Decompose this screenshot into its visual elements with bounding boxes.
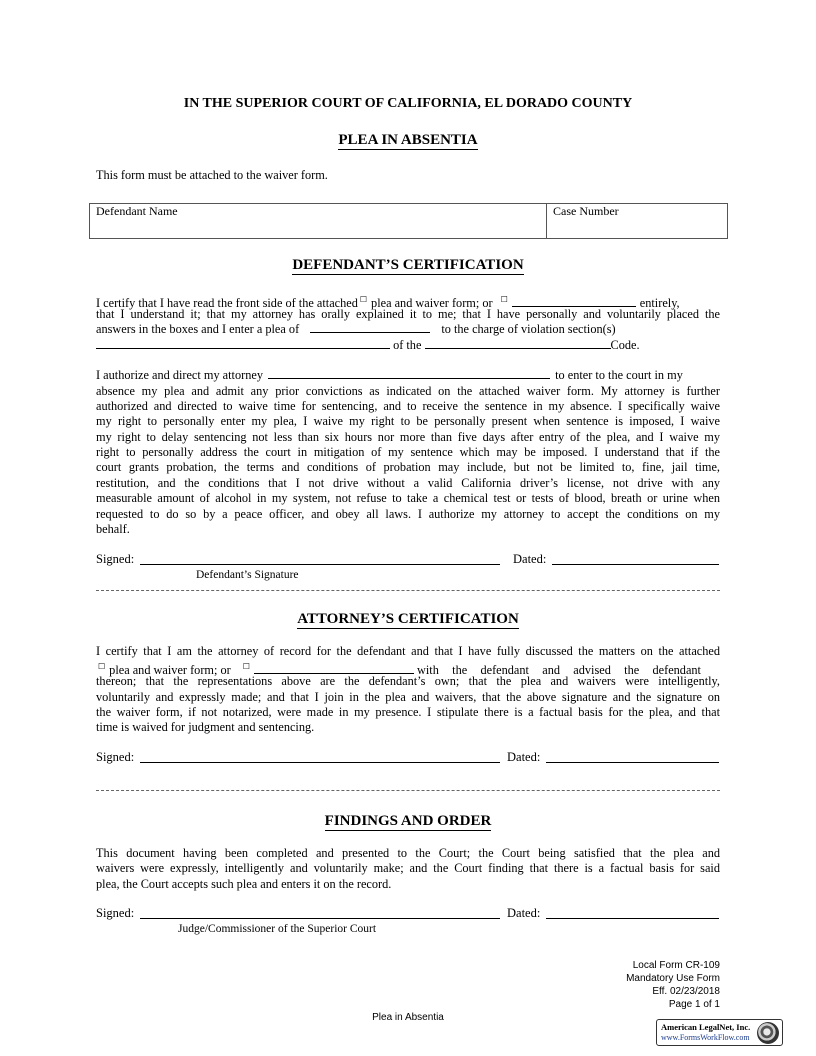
authorize-line-last: behalf. [96,522,130,536]
authorize-line: my right to personally enter my plea, I waive my right to be personally present when sentence is imposed, I waive [96,414,720,428]
authorize-line: right to personally address the court in mitigation of my sentence which may be imposed. I understand that if the [96,445,720,459]
violation-section-blank[interactable] [96,338,390,349]
document-name: Plea in Absentia [372,1012,444,1023]
defendant-signature-caption: Defendant’s Signature [196,569,299,581]
signed-label: Signed: [96,906,135,920]
authorize-line: measurable amount of alcohol in my system, not refuse to take a chemical test or tests of blood, breath or urine when [96,491,720,505]
globe-seal-icon [757,1022,779,1044]
attorney-signature-row [96,750,720,766]
publisher-logo [656,1019,783,1046]
attorney-cert-line-2: ☐ plea and waiver form; or ☐ with the defendant and advised the defendant [98,662,701,678]
attorney-name-blank[interactable] [268,368,550,379]
attorney-cert-line-last: time is waived for judgment and sentencing. [96,720,315,734]
checkbox-icon[interactable]: ☐ [98,662,106,671]
attorney-signature-line[interactable] [140,762,500,763]
code-name-blank[interactable] [425,338,611,349]
dated-label: Dated: [507,906,541,920]
defendant-cert-line-1: I certify that I have read the front side of the attached ☐ plea and waiver form; or ☐ entirely, [96,295,680,311]
case-number-field[interactable] [547,204,727,238]
authorize-line: authorized and directed to waive time for sentencing, and to receive the sentence in my absence. I specifically waive [96,399,720,413]
mandatory-note: Mandatory Use Form [626,973,720,984]
defendant-cert-line-2: that I understand it; that my attorney has orally explained it to me; that I have personally and voluntarily placed the [96,307,720,321]
attorney-cert-line-1: I certify that I am the attorney of record for the defendant and that I have fully discussed the matters on the attached [96,644,720,658]
authorize-line: requested to do so by a peace officer, and obey all laws. I authorize my attorney to accept the conditions on my [96,507,720,521]
judge-date-line[interactable] [546,918,719,919]
form-number: Local Form CR-109 [632,960,720,971]
court-name: IN THE SUPERIOR COURT OF CALIFORNIA, EL DORADO COUNTY [183,96,633,111]
checkbox-icon[interactable]: ☐ [242,662,250,671]
signed-label: Signed: [96,552,135,566]
attorney-form-blank[interactable] [254,663,414,674]
logo-url: www.FormsWorkFlow.com [661,1033,750,1042]
section-divider [96,790,720,791]
findings-line: This document having been completed and presented to the Court; the Court being satisfied that the plea and [96,846,720,860]
effective-date: Eff. 02/23/2018 [652,986,720,997]
authorize-line: absence my plea and admit any prior convictions as indicated on the attached waiver form. My attorney is further [96,384,720,398]
findings-line-last: plea, the Court accepts such plea and enters it on the record. [96,877,392,891]
authorize-line: restitution, and the conditions that I not drive without a valid California driver’s license, not drive with any [96,476,720,490]
authorize-line: my right to delay sentencing not less than six hours nor more than five days after entry of the plea, and I waive my [96,430,720,444]
defendant-name-field[interactable] [90,204,547,238]
signed-label: Signed: [96,750,135,764]
page-number: Page 1 of 1 [668,999,720,1010]
attorney-date-line[interactable] [546,762,719,763]
attach-note: This form must be attached to the waiver form. [96,168,328,182]
defendant-cert-line-3: answers in the boxes and I enter a plea of to the charge of violation section(s) [96,322,616,336]
judge-signature-row [96,906,720,922]
page-title: PLEA IN ABSENTIA [338,132,478,148]
authorize-line: court grants probation, the terms and conditions of probation may include, but not be limited to, fine, jail time, [96,460,720,474]
attorney-cert-heading: ATTORNEY’S CERTIFICATION [297,611,519,627]
findings-heading: FINDINGS AND ORDER [324,813,492,829]
checkbox-icon[interactable]: ☐ [359,295,368,304]
findings-line: waivers were expressly, intelligently and voluntarily make; and the Court finding that there is a factual basis for said [96,861,720,875]
defendant-name-label: Defendant Name [96,204,178,218]
authorize-line-1: I authorize and direct my attorney to enter to the court in my [96,368,683,382]
logo-name: American LegalNet, Inc. [661,1022,751,1032]
attorney-cert-line: voluntarily and expressly made; and that I join in the plea and waivers, that the above signature and the signature on [96,690,720,704]
defendant-signature-row [96,552,720,568]
defendant-cert-heading: DEFENDANT’S CERTIFICATION [292,257,524,273]
dated-label: Dated: [513,552,547,566]
judge-signature-caption: Judge/Commissioner of the Superior Court [178,923,377,935]
section-divider [96,590,720,591]
dated-label: Dated: [507,750,541,764]
defendant-cert-line-4: of the Code. [96,338,720,353]
attorney-cert-line: the waiver form, if not notarized, were made in my presence. I stipulate there is a factual basis for the plea, and that [96,705,720,719]
defendant-date-line[interactable] [552,564,719,565]
case-info-table [89,203,728,239]
form-name-blank[interactable] [512,296,636,307]
defendant-signature-line[interactable] [140,564,500,565]
case-number-label: Case Number [553,204,619,218]
attorney-cert-line: thereon; that the representations above are the defendant’s own; that the plea and waivers were intelligently, [96,674,720,688]
checkbox-icon[interactable]: ☐ [500,295,508,304]
judge-signature-line[interactable] [140,918,500,919]
plea-blank[interactable] [310,322,430,333]
